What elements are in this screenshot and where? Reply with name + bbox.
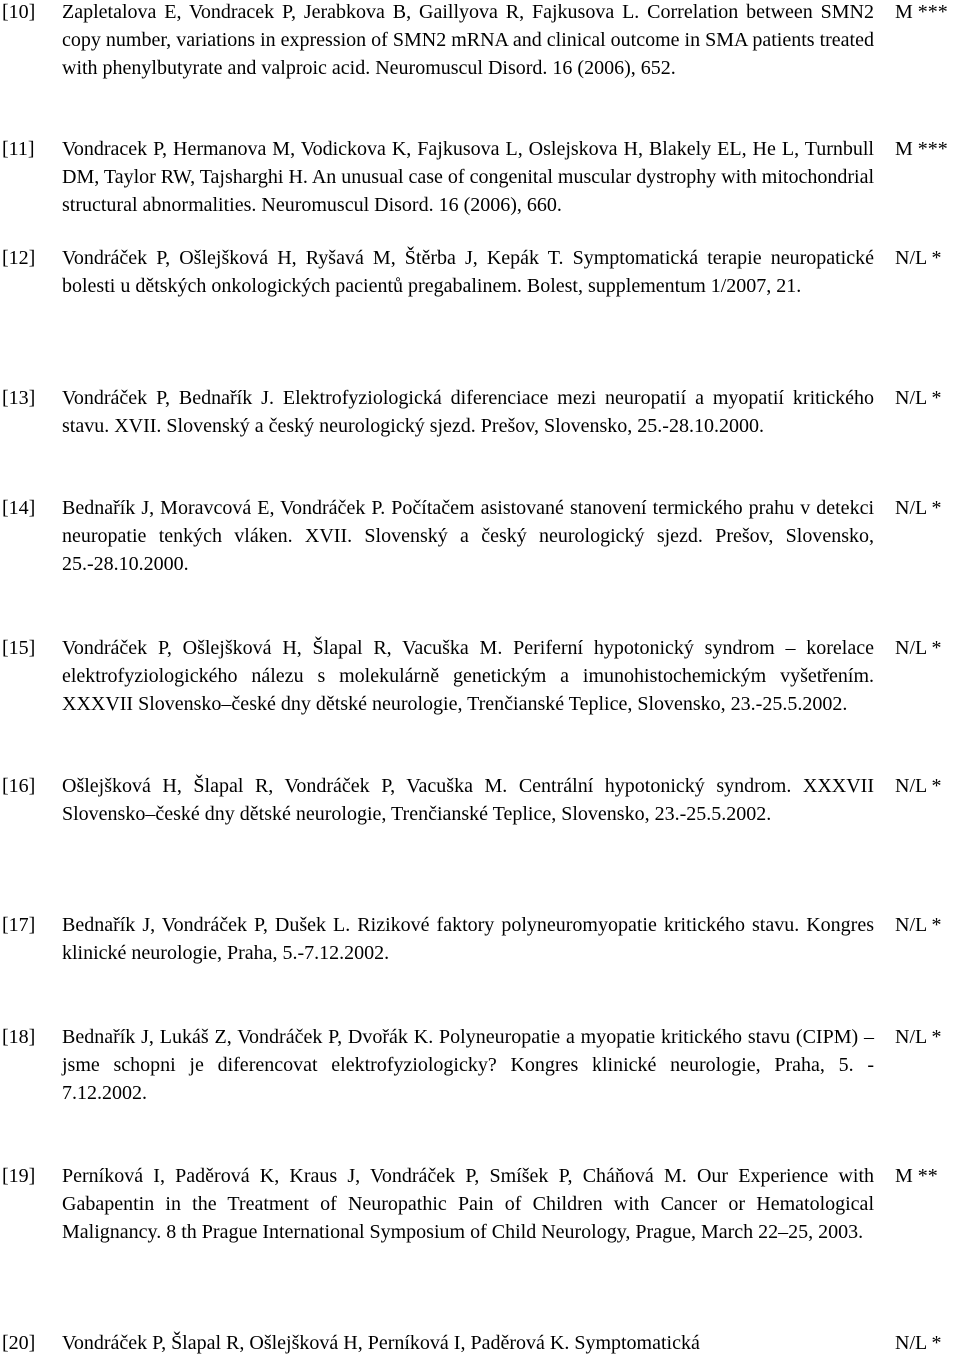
reference-number: [13]: [2, 387, 36, 409]
reference-mark: N/L *: [895, 497, 942, 519]
reference-text: Bednařík J, Moravcová E, Vondráček P. Počítačem asistované stanovení termického prahu v detekci neuropatie tenkých vláken. XVII. Slovenský a český neurologický sjezd. Prešov, Slovensko, 25.-28.10.2000.: [62, 497, 874, 575]
reference-number: [15]: [2, 637, 36, 659]
reference-text: Perníková I, Paděrová K, Kraus J, Vondráček P, Smíšek P, Cháňová M. Our Experience with Gabapentin in the Treatment of Neuropathic Pain of Children with Cancer or Hematological Malignancy. 8 th Prague International Symposium of Child Neurology, Prague, March 22–25, 2003.: [62, 1165, 874, 1243]
reference-text: Vondráček P, Šlapal R, Ošlejšková H, Perníková I, Paděrová K. Symptomatická: [62, 1332, 700, 1354]
reference-number: [20]: [2, 1332, 36, 1354]
reference-mark: N/L *: [895, 1332, 942, 1354]
reference-mark: M **: [895, 1165, 938, 1187]
reference-text: Bednařík J, Vondráček P, Dušek L. Rizikové faktory polyneuromyopatie kritického stavu. Kongres klinické neurologie, Praha, 5.-7.12.2002.: [62, 914, 874, 964]
reference-text: Bednařík J, Lukáš Z, Vondráček P, Dvořák K. Polyneuropatie a myopatie kritického stavu (CIPM) – jsme schopni je diferencovat elektrofyziologicky? Kongres klinické neurologie, Praha, 5. - 7.12.2002.: [62, 1026, 874, 1104]
reference-mark: N/L *: [895, 387, 942, 409]
reference-number: [18]: [2, 1026, 36, 1048]
reference-number: [19]: [2, 1165, 36, 1187]
reference-mark: N/L *: [895, 775, 942, 797]
reference-text: Vondráček P, Ošlejšková H, Ryšavá M, Štěrba J, Kepák T. Symptomatická terapie neuropatické bolesti u dětských onkologických pacientů pregabalinem. Bolest, supplementum 1/2007, 21.: [62, 247, 874, 297]
reference-mark: N/L *: [895, 914, 942, 936]
reference-mark: N/L *: [895, 637, 942, 659]
reference-number: [10]: [2, 1, 36, 23]
reference-number: [16]: [2, 775, 36, 797]
reference-text: Vondráček P, Bednařík J. Elektrofyziologická diferenciace mezi neuropatií a myopatií kritického stavu. XVII. Slovenský a český neurologický sjezd. Prešov, Slovensko, 25.-28.10.2000.: [62, 387, 874, 437]
reference-text: Zapletalova E, Vondracek P, Jerabkova B, Gaillyova R, Fajkusova L. Correlation between SMN2 copy number, variations in expression of SMN2 mRNA and clinical outcome in SMA patients treated with phenylbutyrate and valproic acid. Neuromuscul Disord. 16 (2006), 652.: [62, 1, 874, 79]
reference-mark: M ***: [895, 138, 948, 160]
reference-number: [11]: [2, 138, 35, 160]
reference-mark: M ***: [895, 1, 948, 23]
reference-number: [14]: [2, 497, 36, 519]
reference-number: [17]: [2, 914, 36, 936]
reference-text: Vondracek P, Hermanova M, Vodickova K, Fajkusova L, Oslejskova H, Blakely EL, He L, Turnbull DM, Taylor RW, Tajsharghi H. An unusual case of congenital muscular dystrophy with mitochondrial structural abnormalities. Neuromuscul Disord. 16 (2006), 660.: [62, 138, 874, 216]
reference-number: [12]: [2, 247, 36, 269]
reference-mark: N/L *: [895, 1026, 942, 1048]
reference-text: Ošlejšková H, Šlapal R, Vondráček P, Vacuška M. Centrální hypotonický syndrom. XXXVII Slovensko–české dny dětské neurologie, Trenčianské Teplice, Slovensko, 23.-25.5.2002.: [62, 775, 874, 825]
reference-text: Vondráček P, Ošlejšková H, Šlapal R, Vacuška M. Periferní hypotonický syndrom – korelace elektrofyziologického nálezu s molekulárně genetickým a imunohistochemickým vyšetřením. XXXVII Slovensko–české dny dětské neurologie, Trenčianské Teplice, Slovensko, 23.-25.5.2002.: [62, 637, 874, 715]
reference-mark: N/L *: [895, 247, 942, 269]
